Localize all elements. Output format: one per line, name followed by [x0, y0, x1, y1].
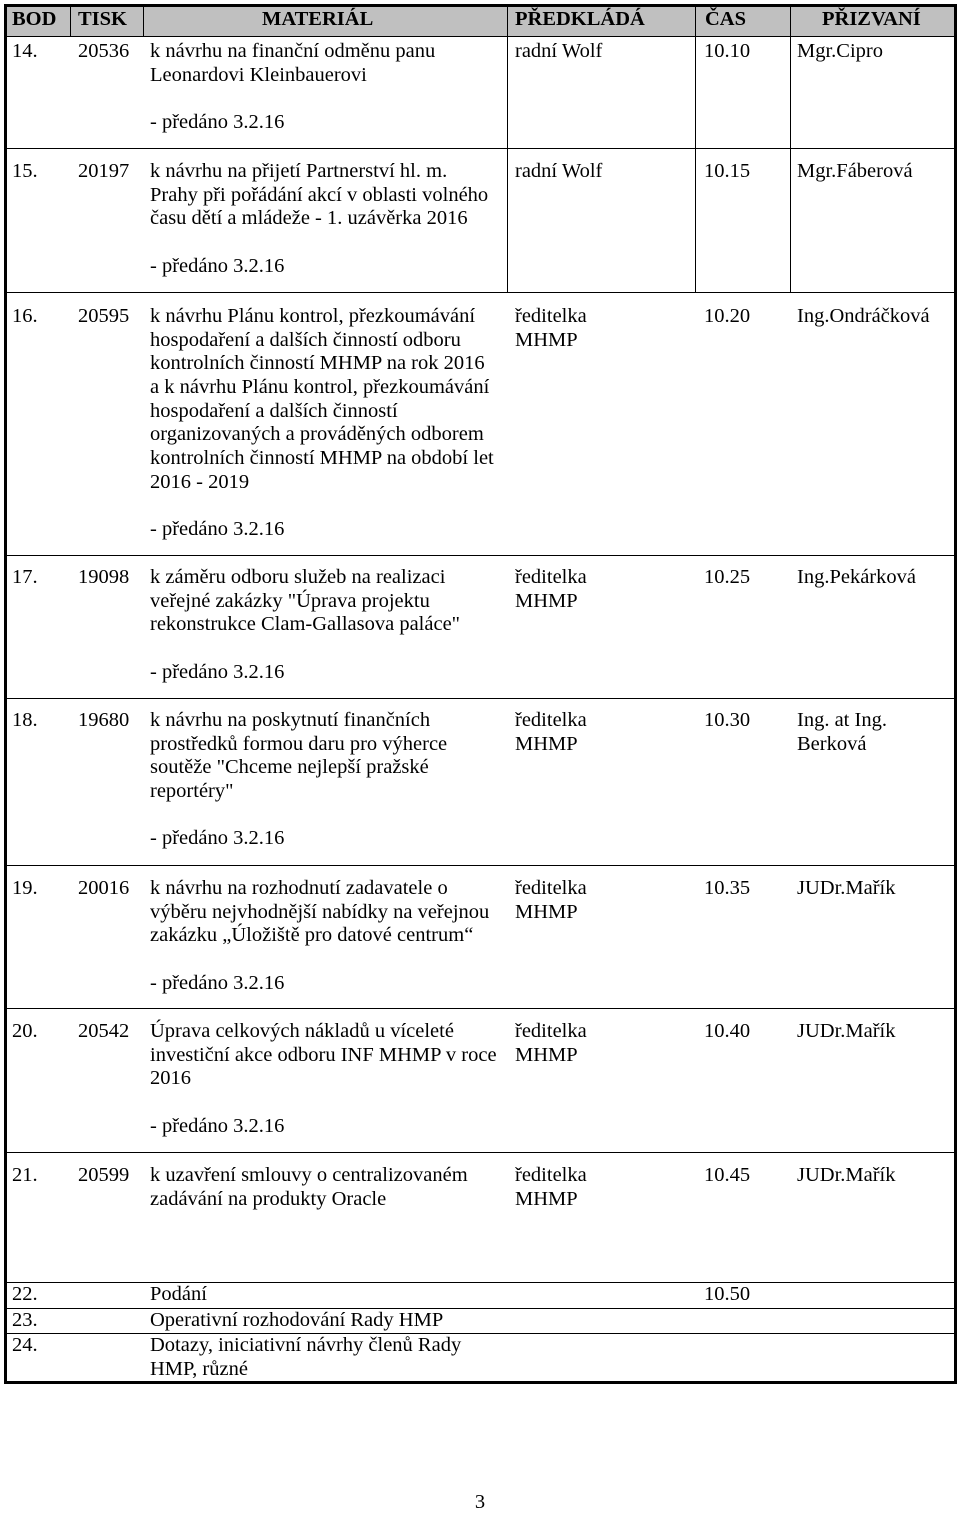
agenda-row: [4, 698, 957, 865]
presenter-line: ředitelka: [515, 1164, 587, 1186]
print-number: 19098: [78, 566, 130, 588]
material-line: prostředků formou daru pro výherce: [150, 732, 448, 755]
invited: [797, 1020, 896, 1044]
invited-line: JUDr.Mařík: [797, 1020, 896, 1042]
material-line: k záměru odboru služeb na realizaci: [150, 566, 446, 588]
presenter-line: MHMP: [515, 1187, 578, 1210]
material-text: [150, 40, 435, 135]
status-text: - předáno 3.2.16: [150, 827, 285, 850]
invited: [797, 566, 916, 590]
presenter-line: MHMP: [515, 1043, 578, 1066]
material-line: 2016 - 2019: [150, 470, 250, 493]
presenter: [515, 1164, 587, 1211]
invited: [797, 160, 913, 184]
agenda-row: [4, 865, 957, 1008]
invited-line: Ing. at Ing.: [797, 709, 887, 731]
material-line: kontrolních činností MHMP na rok 2016: [150, 352, 485, 375]
time: 10.40: [704, 1020, 751, 1042]
material-line: soutěže "Chceme nejlepší pražské: [150, 756, 429, 779]
material-text: [150, 1334, 461, 1381]
presenter-line: ředitelka: [515, 566, 587, 588]
time: 10.10: [704, 40, 751, 62]
invited: [797, 305, 930, 329]
invited-line: Ing.Pekárková: [797, 566, 916, 588]
agenda-table: [4, 4, 957, 1384]
material-line: hospodaření a dalších činností odboru: [150, 328, 461, 351]
item-number: 16.: [12, 305, 38, 327]
time: 10.35: [704, 877, 751, 899]
agenda-row: [4, 1308, 957, 1333]
column-divider: [507, 37, 508, 148]
presenter-line: ředitelka: [515, 1020, 587, 1042]
material-text: [150, 1283, 207, 1307]
invited-line: Berková: [797, 732, 867, 755]
item-number: 23.: [12, 1309, 38, 1331]
item-number: 14.: [12, 40, 38, 62]
item-number: 21.: [12, 1164, 38, 1186]
agenda-row: [4, 555, 957, 698]
material-text: [150, 160, 488, 278]
agenda-row: [4, 1333, 957, 1384]
material-line: kontrolních činností MHMP na období let: [150, 447, 494, 470]
invited: [797, 1164, 896, 1188]
material-line: k uzavření smlouvy o centralizovaném: [150, 1164, 468, 1186]
material-line: a k návrhu Plánu kontrol, přezkoumávání: [150, 376, 490, 399]
column-divider: [790, 149, 791, 292]
print-number: 20599: [78, 1164, 130, 1186]
invited: [797, 709, 887, 756]
column-divider: [790, 37, 791, 148]
presenter: [515, 709, 587, 756]
material-line: Leonardovi Kleinbauerovi: [150, 63, 367, 86]
header-predklada: PŘEDKLÁDÁ: [515, 8, 645, 30]
invited-line: JUDr.Mařík: [797, 877, 896, 899]
column-divider: [790, 4, 791, 36]
presenter: [515, 1020, 587, 1067]
table-header: [4, 4, 957, 36]
presenter-line: MHMP: [515, 732, 578, 755]
print-number: 20536: [78, 40, 130, 62]
header-bod: BOD: [12, 8, 57, 30]
agenda-row: [4, 292, 957, 555]
material-line: veřejné zakázky "Úprava projektu: [150, 589, 430, 612]
item-number: 17.: [12, 566, 38, 588]
material-text: [150, 709, 447, 851]
presenter-line: radní Wolf: [515, 160, 603, 182]
item-number: 20.: [12, 1020, 38, 1042]
column-divider: [507, 149, 508, 292]
status-text: - předáno 3.2.16: [150, 518, 285, 541]
print-number: 20197: [78, 160, 130, 182]
agenda-row: [4, 1008, 957, 1152]
column-divider: [695, 4, 696, 36]
material-line: k návrhu na poskytnutí finančních: [150, 709, 431, 731]
time: 10.45: [704, 1164, 751, 1186]
material-line: zadávání na produkty Oracle: [150, 1187, 387, 1210]
header-prizvani: PŘIZVANÍ: [822, 8, 921, 30]
agenda-row: [4, 36, 957, 148]
column-divider: [143, 4, 144, 36]
presenter: [515, 305, 587, 352]
material-line: rekonstrukce Clam-Gallasova paláce": [150, 613, 461, 636]
column-divider: [507, 4, 508, 36]
material-line: času dětí a mládeže - 1. uzávěrka 2016: [150, 207, 468, 230]
status-text: - předáno 3.2.16: [150, 111, 285, 134]
column-divider: [70, 4, 71, 36]
status-text: - předáno 3.2.16: [150, 254, 285, 277]
material-line: k návrhu na finanční odměnu panu: [150, 40, 436, 62]
print-number: 20542: [78, 1020, 130, 1042]
item-number: 15.: [12, 160, 38, 182]
print-number: 20595: [78, 305, 130, 327]
time: 10.50: [704, 1283, 751, 1305]
presenter-line: radní Wolf: [515, 40, 603, 62]
print-number: 20016: [78, 877, 130, 899]
header-tisk: TISK: [78, 8, 127, 30]
presenter: [515, 160, 602, 184]
invited-line: Mgr.Cipro: [797, 40, 883, 62]
print-number: 19680: [78, 709, 130, 731]
material-line: Úprava celkových nákladů u víceleté: [150, 1020, 454, 1042]
presenter-line: ředitelka: [515, 305, 587, 327]
time: 10.15: [704, 160, 751, 182]
item-number: 18.: [12, 709, 38, 731]
presenter-line: ředitelka: [515, 709, 587, 731]
material-line: Podání: [150, 1283, 207, 1305]
material-line: k návrhu Plánu kontrol, přezkoumávání: [150, 305, 476, 327]
presenter: [515, 877, 587, 924]
material-line: k návrhu na přijetí Partnerství hl. m.: [150, 160, 448, 182]
material-text: [150, 305, 494, 542]
presenter-line: MHMP: [515, 328, 578, 351]
material-line: Operativní rozhodování Rady HMP: [150, 1309, 444, 1331]
agenda-row: [4, 1282, 957, 1308]
column-divider: [695, 149, 696, 292]
material-text: [150, 1164, 468, 1211]
time: 10.20: [704, 305, 751, 327]
material-line: organizovaných a prováděných odborem: [150, 423, 484, 446]
material-line: hospodaření a dalších činností: [150, 399, 398, 422]
presenter-line: MHMP: [515, 900, 578, 923]
material-text: [150, 1020, 497, 1138]
presenter: [515, 566, 587, 613]
time: 10.30: [704, 709, 751, 731]
material-line: Dotazy, iniciativní návrhy členů Rady: [150, 1334, 462, 1356]
agenda-row: [4, 148, 957, 292]
material-line: 2016: [150, 1067, 191, 1090]
status-text: - předáno 3.2.16: [150, 1114, 285, 1137]
status-text: - předáno 3.2.16: [150, 971, 285, 994]
item-number: 19.: [12, 877, 38, 899]
presenter-line: ředitelka: [515, 877, 587, 899]
presenter-line: MHMP: [515, 589, 578, 612]
material-text: [150, 566, 460, 684]
agenda-row: [4, 1152, 957, 1282]
material-line: výběru nejvhodnější nabídky na veřejnou: [150, 900, 490, 923]
status-text: - předáno 3.2.16: [150, 660, 285, 683]
material-line: k návrhu na rozhodnutí zadavatele o: [150, 877, 448, 899]
item-number: 24.: [12, 1334, 38, 1356]
item-number: 22.: [12, 1283, 38, 1305]
header-material: MATERIÁL: [262, 8, 374, 30]
invited-line: Mgr.Fáberová: [797, 160, 913, 182]
invited-line: JUDr.Mařík: [797, 1164, 896, 1186]
material-line: HMP, různé: [150, 1357, 248, 1380]
material-text: [150, 877, 489, 995]
page-number: 3: [474, 1491, 486, 1513]
material-line: zakázku „Úložiště pro datové centrum“: [150, 924, 474, 947]
material-line: Prahy při pořádání akcí v oblasti volného: [150, 183, 489, 206]
invited-line: Ing.Ondráčková: [797, 305, 930, 327]
presenter: [515, 40, 602, 64]
column-divider: [695, 37, 696, 148]
header-cas: ČAS: [705, 8, 747, 30]
invited: [797, 877, 896, 901]
material-line: investiční akce odboru INF MHMP v roce: [150, 1043, 497, 1066]
invited: [797, 40, 883, 64]
material-text: [150, 1309, 443, 1333]
time: 10.25: [704, 566, 751, 588]
material-line: reportéry": [150, 780, 234, 803]
